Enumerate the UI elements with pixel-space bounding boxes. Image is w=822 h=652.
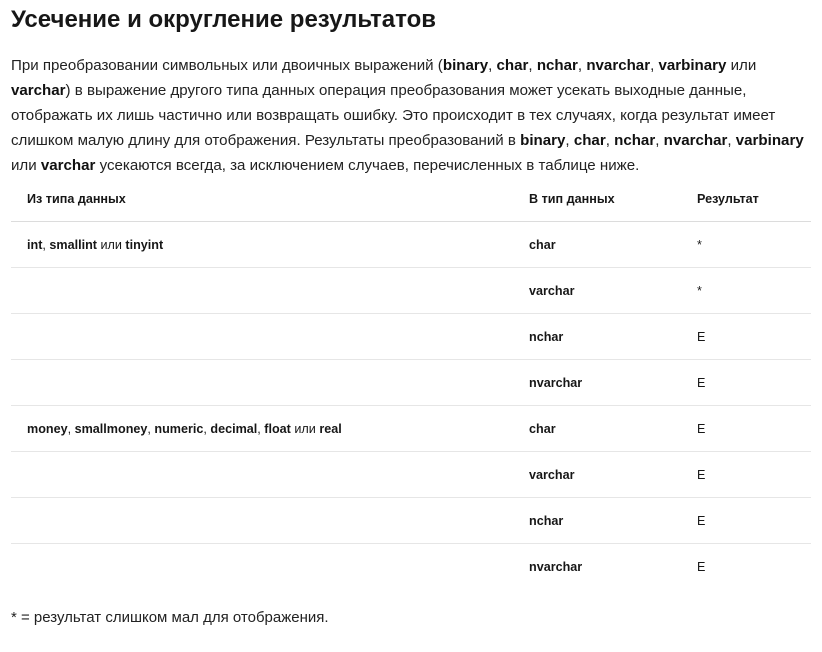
text-segment: ,: [650, 57, 659, 74]
text-segment: ,: [528, 57, 537, 74]
type-keyword: varbinary: [658, 57, 727, 74]
table-row: [11, 498, 811, 544]
cell-to-type: char: [513, 222, 681, 268]
text-segment: ) в выражение другого типа данных операция преобразования может усекать выходные данные, отображать их лишь частично или возвращать ошибку. Это происходит в тех случаях, когда результат имеет слишком малую длину для отображения. Результаты преобразований в: [11, 82, 776, 149]
cell-to-type: nchar: [513, 498, 681, 544]
type-keyword: nchar: [536, 57, 578, 74]
table-row: [11, 544, 811, 590]
text-segment: ,: [488, 57, 497, 74]
cell-from-type: [11, 222, 513, 268]
cell-from-type: [11, 498, 513, 544]
text-segment: ,: [577, 57, 587, 74]
type-keyword: numeric: [154, 421, 204, 436]
table-row: [11, 268, 811, 314]
cell-to-type: nvarchar: [529, 559, 583, 574]
type-keyword: real: [319, 421, 342, 436]
text-segment: При преобразовании символьных или двоичных выражений (: [11, 57, 443, 74]
table-row: [11, 314, 811, 360]
cell-from-type: [11, 314, 513, 360]
type-keyword: nchar: [614, 132, 656, 149]
table-row: [11, 452, 811, 498]
cell-to-type: nchar: [513, 314, 681, 360]
text-segment: или: [11, 157, 41, 174]
type-keyword: money: [27, 421, 68, 436]
table-header-row: [11, 177, 811, 222]
text-segment: или: [290, 421, 320, 436]
type-keyword: nvarchar: [663, 132, 728, 149]
text-segment: ,: [203, 421, 211, 436]
cell-result: E: [697, 559, 706, 574]
text-segment: или: [726, 57, 757, 74]
table-row: [11, 406, 811, 452]
cell-from-type: [11, 406, 513, 452]
cell-result: *: [681, 268, 811, 314]
cell-from-type: [11, 268, 513, 314]
text-segment: или: [96, 237, 126, 252]
header-from-type: Из типа данных: [11, 177, 513, 222]
type-keyword: char: [573, 132, 606, 149]
intro-paragraph: [11, 53, 811, 178]
cell-to-type: nvarchar: [513, 360, 681, 406]
text-segment: ,: [565, 132, 574, 149]
type-keyword: tinyint: [125, 237, 164, 252]
cell-result: E: [681, 314, 811, 360]
cell-to-type: char: [513, 406, 681, 452]
type-keyword: binary: [520, 132, 566, 149]
type-keyword: char: [496, 57, 529, 74]
type-keyword: varchar: [40, 157, 96, 174]
text-segment: ,: [605, 132, 615, 149]
cell-result: *: [681, 222, 811, 268]
table-body: [11, 222, 811, 590]
header-result: Результат: [681, 177, 811, 222]
cell-from-type: [11, 544, 513, 590]
type-keyword: int: [27, 237, 43, 252]
cell-to-type: varchar: [513, 268, 681, 314]
text-segment: ,: [67, 421, 75, 436]
cell-result: E: [681, 406, 811, 452]
footnote: * = результат слишком мал для отображения.: [11, 609, 329, 626]
conversion-table: [11, 177, 811, 589]
cell-result: E: [681, 452, 811, 498]
text-segment: усекаются всегда, за исключением случаев, перечисленных в таблице ниже.: [95, 157, 640, 174]
text-segment: ,: [42, 237, 50, 252]
type-keyword: varbinary: [735, 132, 804, 149]
type-keyword: float: [264, 421, 291, 436]
table-row: [11, 222, 811, 268]
cell-from-type: [11, 360, 513, 406]
cell-result: E: [681, 360, 811, 406]
text-segment: ,: [655, 132, 664, 149]
cell-to-type: varchar: [513, 452, 681, 498]
cell-result: E: [681, 498, 811, 544]
text-segment: ,: [147, 421, 155, 436]
text-segment: ,: [257, 421, 265, 436]
page-title: Усечение и округление результатов: [11, 6, 437, 33]
type-keyword: nvarchar: [586, 57, 651, 74]
header-to-type: В тип данных: [513, 177, 681, 222]
type-keyword: smallint: [49, 237, 97, 252]
table-row: [11, 360, 811, 406]
type-keyword: decimal: [210, 421, 258, 436]
type-keyword: smallmoney: [74, 421, 148, 436]
type-keyword: varchar: [11, 82, 66, 99]
type-keyword: binary: [442, 57, 489, 74]
text-segment: ,: [727, 132, 736, 149]
cell-from-type: [11, 452, 513, 498]
